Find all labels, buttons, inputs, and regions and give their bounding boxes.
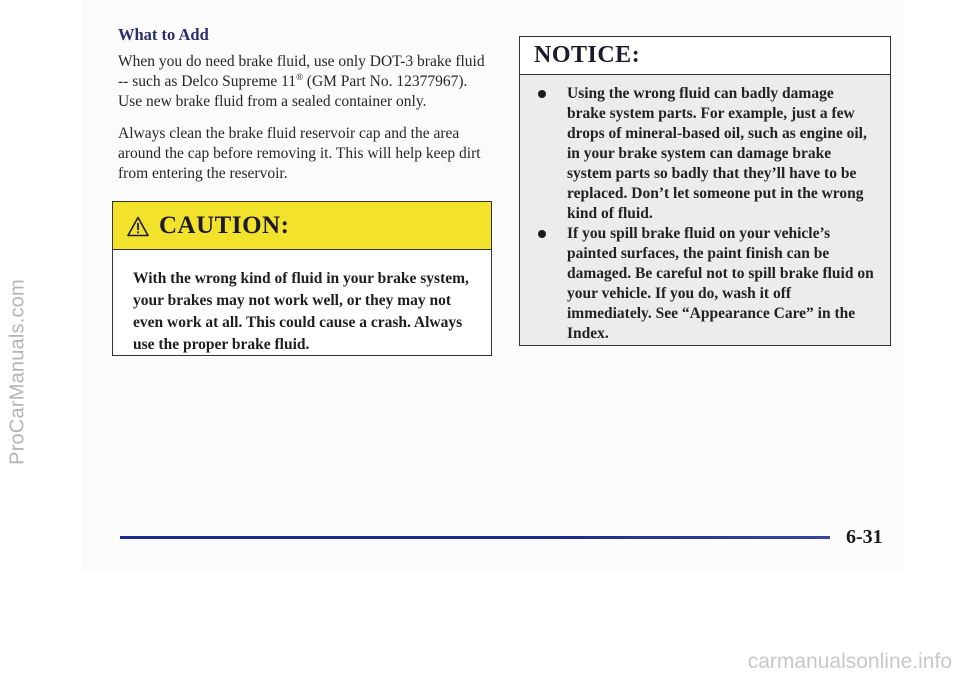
notice-title: NOTICE: (534, 42, 641, 68)
footer-rule (120, 536, 830, 539)
caution-box (112, 201, 492, 356)
side-watermark: ProCarManuals.com (6, 279, 29, 465)
notice-box (519, 36, 891, 346)
brake-fluid-paragraph (118, 52, 490, 112)
notice-item-text: If you spill brake fluid on your vehicle’s painted surfaces, the paint finish can be damaged. Be careful not to spill brake fluid on your vehicle. If you do, wash it off immediately. See “Appearance Care” in the Index. (567, 225, 874, 342)
notice-item (520, 84, 876, 224)
page-number: 6-31 (846, 526, 883, 548)
left-column (118, 25, 490, 184)
caution-text: With the wrong kind of fluid in your brake system, your brakes may not work well, or they may not even work at all. This could cause a crash. Always use the proper brake fluid. (133, 270, 469, 353)
section-heading: What to Add (118, 25, 209, 44)
notice-header (520, 37, 890, 75)
paragraph-text-1: When you do need brake fluid, use only DOT-3 brake fluid -- such as Delco Supreme 11 (118, 53, 485, 90)
footer-watermark: carmanualsonline.info (747, 650, 952, 673)
reservoir-paragraph: Always clean the brake fluid reservoir cap and the area around the cap before removing it. This will help keep dirt from entering the reservoir. (118, 125, 481, 182)
notice-item (520, 224, 876, 344)
warning-triangle-icon (127, 216, 149, 237)
bullet-icon (538, 230, 546, 238)
paragraph-text-2: (GM Part No. 12377967). Use new brake fluid from a sealed container only. (118, 73, 468, 110)
bullet-icon (538, 90, 546, 98)
caution-header (113, 202, 491, 250)
notice-list (520, 84, 890, 344)
registered-mark: ® (296, 71, 303, 82)
caution-title: CAUTION: (159, 211, 290, 239)
notice-item-text: Using the wrong fluid can badly damage brake system parts. For example, just a few drops of mineral-based oil, such as engine oil, in your brake system can damage brake system parts so badly that they’ll have to be replaced. Don’t let someone put in the wrong kind of fluid. (567, 85, 867, 222)
